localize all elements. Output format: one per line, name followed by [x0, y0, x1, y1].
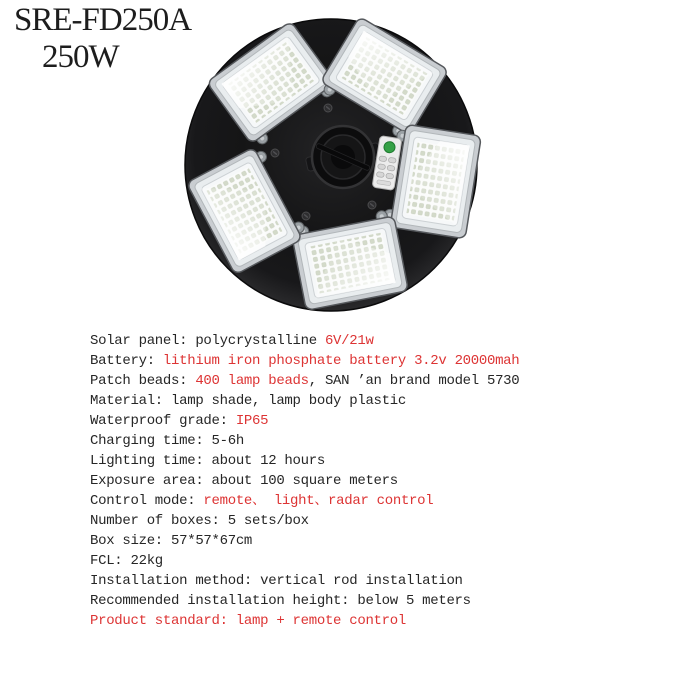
remote-button: [387, 165, 395, 171]
spec-text: Installation method: vertical rod installation: [90, 573, 463, 589]
spec-line: [90, 491, 519, 511]
spec-value-highlight: lithium iron phosphate battery 3.2v 20000mah: [162, 353, 520, 369]
disc-screw: [324, 104, 332, 112]
spec-line: [90, 611, 519, 631]
spec-line: [90, 371, 519, 391]
spec-line: [90, 591, 519, 611]
spec-line: [90, 511, 519, 531]
spec-value-highlight: Product standard: lamp + remote control: [90, 613, 406, 629]
remote-button: [376, 172, 384, 178]
spec-text: FCL: 22kg: [90, 553, 163, 569]
remote-button: [379, 156, 387, 162]
spec-text: Number of boxes: 5 sets/box: [90, 513, 309, 529]
spec-value-highlight: 6V/21w: [324, 333, 374, 349]
spec-text: Recommended installation height: below 5 meters: [90, 593, 471, 609]
spec-line: [90, 571, 519, 591]
spec-text: Battery:: [90, 353, 163, 369]
spec-text: Control mode:: [90, 493, 204, 509]
spec-text: Patch beads:: [90, 373, 196, 389]
spec-line: [90, 431, 519, 451]
disc-screw: [368, 201, 376, 209]
spec-text: Material: lamp shade, lamp body plastic: [90, 393, 406, 409]
spec-text: Box size: 57*57*67cm: [90, 533, 253, 549]
spec-text: Exposure area: about 100 square meters: [90, 473, 398, 489]
disc-screw: [271, 149, 279, 157]
remote-button: [386, 173, 394, 179]
spec-list: [90, 331, 519, 631]
remote-button: [378, 164, 386, 170]
disc-screw: [302, 212, 310, 220]
spec-line: [90, 471, 519, 491]
spec-value-highlight: IP65: [235, 413, 269, 429]
product-model: SRE-FD250A: [14, 2, 192, 38]
product-photo: [160, 5, 505, 335]
spec-line: [90, 451, 519, 471]
spec-line: [90, 391, 519, 411]
spec-line: [90, 411, 519, 431]
spec-line: [90, 351, 519, 371]
spec-value-highlight: 400 lamp beads: [195, 373, 309, 389]
spec-line: [90, 331, 519, 351]
spec-text: Charging time: 5-6h: [90, 433, 244, 449]
spec-text: , SAN ’an brand model 5730: [308, 373, 520, 389]
spec-text: Solar panel: polycrystalline: [90, 333, 325, 349]
spec-line: [90, 551, 519, 571]
remote-button: [388, 157, 396, 163]
spec-text: Waterproof grade:: [90, 413, 236, 429]
spec-value-highlight: remote、 light、radar control: [203, 493, 434, 509]
spec-line: [90, 531, 519, 551]
spec-text: Lighting time: about 12 hours: [90, 453, 325, 469]
product-wattage: 250W: [42, 39, 119, 75]
